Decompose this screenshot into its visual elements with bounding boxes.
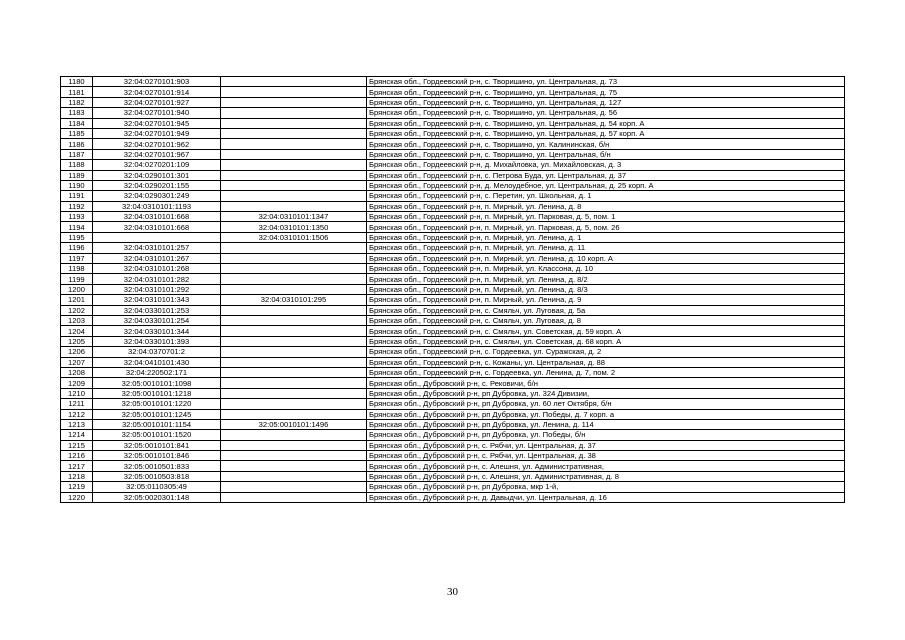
row-number-cell: 1208	[61, 367, 93, 377]
cadastral-number-cell: 32:04:0330101:344	[93, 326, 221, 336]
address-cell: Брянская обл., Гордеевский р-н, с. Гордеевка, ул. Суражская, д. 2	[367, 347, 845, 357]
cadastral-number-cell: 32:04:0270201:109	[93, 160, 221, 170]
related-cadastral-number-cell	[221, 180, 367, 190]
table-row	[61, 409, 845, 419]
table-row	[61, 191, 845, 201]
cadastral-number-cell: 32:04:0270101:945	[93, 118, 221, 128]
address-cell: Брянская обл., Дубровский р-н, рп Дубровка, ул. 324 Дивизии,	[367, 388, 845, 398]
cadastral-number-cell: 32:04:220502:171	[93, 367, 221, 377]
address-cell: Брянская обл., Гордеевский р-н, с. Смяльч, ул. Луговая, д. 5а	[367, 305, 845, 315]
row-number-cell: 1214	[61, 430, 93, 440]
table-row	[61, 284, 845, 294]
cadastral-number-cell: 32:04:0290201:155	[93, 180, 221, 190]
row-number-cell: 1211	[61, 399, 93, 409]
cadastral-number-cell: 32:04:0310101:1193	[93, 201, 221, 211]
address-cell: Брянская обл., Гордеевский р-н, с. Петрова Буда, ул. Центральная, д. 37	[367, 170, 845, 180]
row-number-cell: 1191	[61, 191, 93, 201]
address-cell: Брянская обл., Дубровский р-н, рп Дубровка, ул. Победы, б/н	[367, 430, 845, 440]
table-row	[61, 180, 845, 190]
table-row	[61, 97, 845, 107]
table-row	[61, 77, 845, 87]
related-cadastral-number-cell	[221, 336, 367, 346]
table-row	[61, 253, 845, 263]
table-row	[61, 419, 845, 429]
row-number-cell: 1197	[61, 253, 93, 263]
cadastral-number-cell: 32:04:0370701:2	[93, 347, 221, 357]
related-cadastral-number-cell	[221, 430, 367, 440]
cadastral-number-cell: 32:04:0270101:967	[93, 149, 221, 159]
table-row	[61, 367, 845, 377]
table-row	[61, 160, 845, 170]
row-number-cell: 1212	[61, 409, 93, 419]
address-cell: Брянская обл., Гордеевский р-н, п. Мирный, ул. Ленина, д. 10 корп. А	[367, 253, 845, 263]
address-cell: Брянская обл., Гордеевский р-н, с. Творишино, ул. Центральная, д. 73	[367, 77, 845, 87]
related-cadastral-number-cell	[221, 367, 367, 377]
table-row	[61, 315, 845, 325]
row-number-cell: 1198	[61, 264, 93, 274]
related-cadastral-number-cell	[221, 315, 367, 325]
cadastral-number-cell: 32:05:0010101:1245	[93, 409, 221, 419]
related-cadastral-number-cell	[221, 451, 367, 461]
related-cadastral-number-cell	[221, 118, 367, 128]
related-cadastral-number-cell	[221, 160, 367, 170]
row-number-cell: 1190	[61, 180, 93, 190]
cadastral-number-cell: 32:04:0270101:903	[93, 77, 221, 87]
address-cell: Брянская обл., Дубровский р-н, рп Дубровка, ул. Победы, д. 7 корп. а	[367, 409, 845, 419]
address-cell: Брянская обл., Дубровский р-н, с. Рековичи, б/н	[367, 378, 845, 388]
table-row	[61, 378, 845, 388]
related-cadastral-number-cell	[221, 471, 367, 481]
row-number-cell: 1193	[61, 212, 93, 222]
cadastral-number-cell: 32:04:0270101:914	[93, 87, 221, 97]
related-cadastral-number-cell	[221, 326, 367, 336]
cadastral-number-cell: 32:04:0310101:668	[93, 212, 221, 222]
table-row	[61, 326, 845, 336]
address-cell: Брянская обл., Дубровский р-н, с. Алешня, ул. Административная,	[367, 461, 845, 471]
row-number-cell: 1213	[61, 419, 93, 429]
cadastral-number-cell: 32:04:0310101:292	[93, 284, 221, 294]
related-cadastral-number-cell	[221, 128, 367, 138]
row-number-cell: 1188	[61, 160, 93, 170]
address-cell: Брянская обл., Гордеевский р-н, с. Творишино, ул. Центральная, д. 56	[367, 108, 845, 118]
table-row	[61, 264, 845, 274]
table-row	[61, 399, 845, 409]
address-cell: Брянская обл., Гордеевский р-н, с. Смяльч, ул. Луговая, д. 8	[367, 315, 845, 325]
related-cadastral-number-cell	[221, 440, 367, 450]
related-cadastral-number-cell	[221, 97, 367, 107]
row-number-cell: 1187	[61, 149, 93, 159]
cadastral-number-cell	[93, 232, 221, 242]
related-cadastral-number-cell: 32:04:0310101:295	[221, 295, 367, 305]
row-number-cell: 1189	[61, 170, 93, 180]
row-number-cell: 1202	[61, 305, 93, 315]
cadastral-number-cell: 32:04:0310101:267	[93, 253, 221, 263]
related-cadastral-number-cell	[221, 243, 367, 253]
table-row	[61, 212, 845, 222]
related-cadastral-number-cell	[221, 253, 367, 263]
related-cadastral-number-cell	[221, 149, 367, 159]
address-cell: Брянская обл., Гордеевский р-н, п. Мирный, ул. Ленина, д. 1	[367, 232, 845, 242]
cadastral-number-cell: 32:05:0010101:1520	[93, 430, 221, 440]
table-row	[61, 482, 845, 492]
related-cadastral-number-cell	[221, 284, 367, 294]
page-number: 30	[447, 586, 458, 598]
related-cadastral-number-cell: 32:04:0310101:1506	[221, 232, 367, 242]
related-cadastral-number-cell	[221, 305, 367, 315]
cadastral-number-cell: 32:04:0410101:430	[93, 357, 221, 367]
cadastral-number-cell: 32:05:0010101:1220	[93, 399, 221, 409]
related-cadastral-number-cell	[221, 201, 367, 211]
row-number-cell: 1199	[61, 274, 93, 284]
table-row	[61, 232, 845, 242]
row-number-cell: 1182	[61, 97, 93, 107]
table-row	[61, 201, 845, 211]
related-cadastral-number-cell	[221, 87, 367, 97]
cadastral-number-cell: 32:04:0330101:393	[93, 336, 221, 346]
related-cadastral-number-cell	[221, 378, 367, 388]
row-number-cell: 1206	[61, 347, 93, 357]
related-cadastral-number-cell	[221, 492, 367, 502]
address-cell: Брянская обл., Дубровский р-н, с. Алешня, ул. Административная, д. 8	[367, 471, 845, 481]
address-cell: Брянская обл., Гордеевский р-н, с. Смяльч, ул. Советская, д. 68 корп. А	[367, 336, 845, 346]
related-cadastral-number-cell	[221, 264, 367, 274]
address-cell: Брянская обл., Дубровский р-н, д. Давыдчи, ул. Центральная, д. 16	[367, 492, 845, 502]
row-number-cell: 1209	[61, 378, 93, 388]
related-cadastral-number-cell	[221, 108, 367, 118]
table-row	[61, 461, 845, 471]
cadastral-number-cell: 32:04:0290301:249	[93, 191, 221, 201]
cadastral-number-cell: 32:05:0110305:49	[93, 482, 221, 492]
related-cadastral-number-cell	[221, 399, 367, 409]
cadastral-number-cell: 32:04:0270101:927	[93, 97, 221, 107]
cadastral-number-cell: 32:05:0010101:846	[93, 451, 221, 461]
address-cell: Брянская обл., Гордеевский р-н, п. Мирный, ул. Ленина, д. 8/2	[367, 274, 845, 284]
cadastral-number-cell: 32:05:0010501:833	[93, 461, 221, 471]
row-number-cell: 1220	[61, 492, 93, 502]
row-number-cell: 1200	[61, 284, 93, 294]
address-cell: Брянская обл., Гордеевский р-н, с. Творишино, ул. Центральная, д. 75	[367, 87, 845, 97]
table-row	[61, 222, 845, 232]
cadastral-number-cell: 32:05:0010101:1218	[93, 388, 221, 398]
row-number-cell: 1205	[61, 336, 93, 346]
table-row	[61, 347, 845, 357]
cadastral-number-cell: 32:04:0310101:343	[93, 295, 221, 305]
table-row	[61, 492, 845, 502]
row-number-cell: 1186	[61, 139, 93, 149]
address-cell: Брянская обл., Гордеевский р-н, с. Смяльч, ул. Советская, д. 59 корп. А	[367, 326, 845, 336]
related-cadastral-number-cell	[221, 77, 367, 87]
row-number-cell: 1195	[61, 232, 93, 242]
related-cadastral-number-cell	[221, 482, 367, 492]
row-number-cell: 1183	[61, 108, 93, 118]
row-number-cell: 1192	[61, 201, 93, 211]
address-cell: Брянская обл., Гордеевский р-н, п. Мирный, ул. Парковая, д. 5, пом. 1	[367, 212, 845, 222]
row-number-cell: 1219	[61, 482, 93, 492]
cadastral-number-cell: 32:04:0330101:253	[93, 305, 221, 315]
row-number-cell: 1217	[61, 461, 93, 471]
cadastral-number-cell: 32:04:0290101:301	[93, 170, 221, 180]
table-row	[61, 388, 845, 398]
cadastral-number-cell: 32:04:0310101:268	[93, 264, 221, 274]
row-number-cell: 1194	[61, 222, 93, 232]
table-row	[61, 274, 845, 284]
table-row	[61, 430, 845, 440]
address-cell: Брянская обл., Гордеевский р-н, с. Творишино, ул. Центральная, б/н	[367, 149, 845, 159]
table-row	[61, 118, 845, 128]
row-number-cell: 1215	[61, 440, 93, 450]
row-number-cell: 1201	[61, 295, 93, 305]
row-number-cell: 1180	[61, 77, 93, 87]
address-cell: Брянская обл., Гордеевский р-н, д. Михайловка, ул. Михайловская, д. 3	[367, 160, 845, 170]
row-number-cell: 1184	[61, 118, 93, 128]
table-row	[61, 139, 845, 149]
row-number-cell: 1218	[61, 471, 93, 481]
table-row	[61, 471, 845, 481]
table-row	[61, 336, 845, 346]
cadastral-number-cell: 32:05:0010101:1098	[93, 378, 221, 388]
table-row	[61, 357, 845, 367]
related-cadastral-number-cell: 32:04:0310101:1350	[221, 222, 367, 232]
row-number-cell: 1203	[61, 315, 93, 325]
address-cell: Брянская обл., Гордеевский р-н, п. Мирный, ул. Парковая, д. 5, пом. 26	[367, 222, 845, 232]
table-row	[61, 170, 845, 180]
address-cell: Брянская обл., Дубровский р-н, рп Дубровка, мкр 1-й,	[367, 482, 845, 492]
row-number-cell: 1210	[61, 388, 93, 398]
cadastral-number-cell: 32:05:0010503:818	[93, 471, 221, 481]
related-cadastral-number-cell	[221, 170, 367, 180]
cadastral-number-cell: 32:04:0310101:257	[93, 243, 221, 253]
related-cadastral-number-cell	[221, 357, 367, 367]
address-cell: Брянская обл., Дубровский р-н, рп Дубровка, ул. Ленина, д. 114	[367, 419, 845, 429]
address-cell: Брянская обл., Гордеевский р-н, с. Перетин, ул. Школьная, д. 1	[367, 191, 845, 201]
address-cell: Брянская обл., Гордеевский р-н, д. Мелоудебное, ул. Центральная, д. 25 корп. А	[367, 180, 845, 190]
address-cell: Брянская обл., Гордеевский р-н, с. Творишино, ул. Центральная, д. 54 корп. А	[367, 118, 845, 128]
cadastral-number-cell: 32:05:0010101:1154	[93, 419, 221, 429]
address-cell: Брянская обл., Дубровский р-н, с. Рябчи, ул. Центральная, д. 37	[367, 440, 845, 450]
row-number-cell: 1185	[61, 128, 93, 138]
cadastral-number-cell: 32:04:0330101:254	[93, 315, 221, 325]
related-cadastral-number-cell	[221, 191, 367, 201]
address-cell: Брянская обл., Гордеевский р-н, с. Творишино, ул. Центральная, д. 57 корп. А	[367, 128, 845, 138]
table-row	[61, 128, 845, 138]
table-row	[61, 108, 845, 118]
address-cell: Брянская обл., Гордеевский р-н, п. Мирный, ул. Ленина, д. 11	[367, 243, 845, 253]
table-row	[61, 149, 845, 159]
address-cell: Брянская обл., Гордеевский р-н, с. Гордеевка, ул. Ленина, д. 7, пом. 2	[367, 367, 845, 377]
cadastral-number-cell: 32:05:0010101:841	[93, 440, 221, 450]
cadastral-number-cell: 32:04:0310101:282	[93, 274, 221, 284]
table-row	[61, 243, 845, 253]
cadastral-number-cell: 32:04:0310101:668	[93, 222, 221, 232]
table-row	[61, 87, 845, 97]
address-cell: Брянская обл., Гордеевский р-н, п. Мирный, ул. Ленина, д. 8	[367, 201, 845, 211]
table-row	[61, 440, 845, 450]
related-cadastral-number-cell	[221, 274, 367, 284]
related-cadastral-number-cell: 32:04:0310101:1347	[221, 212, 367, 222]
row-number-cell: 1204	[61, 326, 93, 336]
registry-table	[60, 76, 845, 503]
table-row	[61, 295, 845, 305]
related-cadastral-number-cell	[221, 461, 367, 471]
address-cell: Брянская обл., Гордеевский р-н, с. Кожаны, ул. Центральная, д. 88	[367, 357, 845, 367]
address-cell: Брянская обл., Гордеевский р-н, с. Творишино, ул. Центральная, д. 127	[367, 97, 845, 107]
address-cell: Брянская обл., Гордеевский р-н, п. Мирный, ул. Ленина, д. 8/3	[367, 284, 845, 294]
row-number-cell: 1181	[61, 87, 93, 97]
address-cell: Брянская обл., Гордеевский р-н, с. Творишино, ул. Калининская, б/н	[367, 139, 845, 149]
address-cell: Брянская обл., Дубровский р-н, рп Дубровка, ул. 60 лет Октября, б/н	[367, 399, 845, 409]
row-number-cell: 1216	[61, 451, 93, 461]
row-number-cell: 1196	[61, 243, 93, 253]
related-cadastral-number-cell	[221, 347, 367, 357]
address-cell: Брянская обл., Гордеевский р-н, п. Мирный, ул. Классона, д. 10	[367, 264, 845, 274]
cadastral-number-cell: 32:04:0270101:962	[93, 139, 221, 149]
related-cadastral-number-cell	[221, 139, 367, 149]
table-row	[61, 451, 845, 461]
cadastral-number-cell: 32:04:0270101:940	[93, 108, 221, 118]
related-cadastral-number-cell	[221, 409, 367, 419]
address-cell: Брянская обл., Дубровский р-н, с. Рябчи, ул. Центральная, д. 38	[367, 451, 845, 461]
related-cadastral-number-cell	[221, 388, 367, 398]
cadastral-number-cell: 32:05:0020301:148	[93, 492, 221, 502]
address-cell: Брянская обл., Гордеевский р-н, п. Мирный, ул. Ленина, д. 9	[367, 295, 845, 305]
registry-table-body	[61, 77, 845, 503]
table-row	[61, 305, 845, 315]
related-cadastral-number-cell: 32:05:0010101:1496	[221, 419, 367, 429]
row-number-cell: 1207	[61, 357, 93, 367]
cadastral-number-cell: 32:04:0270101:949	[93, 128, 221, 138]
